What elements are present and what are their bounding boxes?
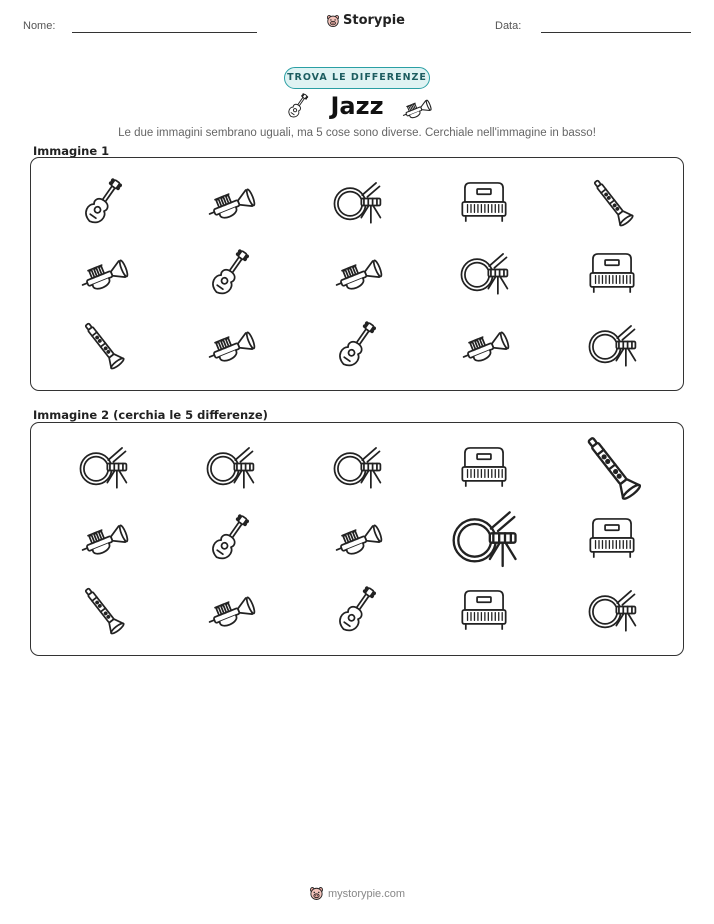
drum-icon-graphic — [586, 584, 638, 636]
footer-url: mystorypie.com — [327, 887, 406, 900]
drum-icon — [322, 170, 392, 234]
date-line[interactable] — [541, 32, 691, 33]
trumpet-icon-graphic — [204, 319, 256, 371]
pig-icon — [326, 14, 340, 28]
piano-icon[interactable] — [449, 435, 519, 499]
trumpet-icon[interactable] — [68, 506, 138, 570]
clarinet-icon-graphic — [77, 584, 129, 636]
trumpet-icon-graphic — [204, 584, 256, 636]
clarinet-icon-graphic — [586, 176, 638, 228]
logo-text: Storypie — [343, 13, 405, 28]
name-line[interactable] — [72, 32, 257, 33]
drum-icon-graphic — [77, 441, 129, 493]
image1-panel — [30, 157, 684, 391]
trumpet-icon — [449, 313, 519, 377]
clarinet-icon — [68, 313, 138, 377]
clarinet-icon[interactable] — [68, 578, 138, 642]
image2-label: Immagine 2 (cerchia le 5 differenze) — [33, 408, 268, 422]
guitar-icon[interactable] — [322, 578, 392, 642]
page-title: Jazz — [330, 92, 384, 120]
piano-icon[interactable] — [449, 578, 519, 642]
piano-icon — [449, 170, 519, 234]
piano-icon-graphic — [458, 176, 510, 228]
guitar-icon-graphic — [77, 176, 129, 228]
drum-icon[interactable] — [68, 435, 138, 499]
trumpet-icon-graphic — [458, 319, 510, 371]
guitar-icon-graphic — [331, 319, 383, 371]
name-label: Nome: — [23, 20, 56, 32]
image1-label: Immagine 1 — [33, 144, 110, 158]
trumpet-icon[interactable] — [322, 506, 392, 570]
drum-icon-graphic — [331, 176, 383, 228]
drum-icon[interactable] — [577, 578, 647, 642]
drum-icon-graphic — [204, 441, 256, 493]
trumpet-icon — [68, 241, 138, 305]
drum-icon[interactable] — [449, 506, 519, 570]
image2-panel[interactable] — [30, 422, 684, 656]
guitar-icon-graphic — [204, 512, 256, 564]
piano-icon — [577, 241, 647, 305]
pig-icon — [309, 886, 324, 901]
storypie-logo — [326, 13, 405, 28]
activity-badge: TROVA LE DIFFERENZE — [284, 67, 430, 89]
trumpet-icon-graphic — [77, 247, 129, 299]
guitar-icon — [322, 313, 392, 377]
piano-icon[interactable] — [577, 506, 647, 570]
trumpet-icon — [195, 170, 265, 234]
drum-icon-graphic — [331, 441, 383, 493]
date-label: Data: — [495, 20, 522, 32]
clarinet-icon-graphic — [77, 319, 129, 371]
drum-icon-graphic — [458, 247, 510, 299]
trumpet-icon — [322, 241, 392, 305]
guitar-icon-graphic — [204, 247, 256, 299]
trumpet-icon-graphic — [204, 176, 256, 228]
drum-icon — [577, 313, 647, 377]
drum-icon-graphic — [449, 501, 519, 575]
trumpet-icon-graphic — [331, 247, 383, 299]
trumpet-icon — [400, 92, 432, 124]
drum-icon[interactable] — [195, 435, 265, 499]
clarinet-icon-graphic — [577, 430, 647, 504]
clarinet-icon — [577, 170, 647, 234]
drum-icon[interactable] — [322, 435, 392, 499]
guitar-icon — [195, 241, 265, 305]
drum-icon-graphic — [586, 319, 638, 371]
piano-icon-graphic — [586, 247, 638, 299]
clarinet-icon[interactable] — [577, 435, 647, 499]
piano-icon-graphic — [458, 584, 510, 636]
trumpet-icon-graphic — [77, 512, 129, 564]
footer — [0, 886, 714, 901]
guitar-icon[interactable] — [195, 506, 265, 570]
instructions: Le due immagini sembrano uguali, ma 5 cose sono diverse. Cerchiale nell'immagine in basso! — [118, 127, 596, 139]
piano-icon-graphic — [458, 441, 510, 493]
guitar-icon — [68, 170, 138, 234]
trumpet-icon — [195, 313, 265, 377]
drum-icon — [449, 241, 519, 305]
trumpet-icon[interactable] — [195, 578, 265, 642]
guitar-icon-graphic — [331, 584, 383, 636]
piano-icon-graphic — [586, 512, 638, 564]
trumpet-icon-graphic — [331, 512, 383, 564]
